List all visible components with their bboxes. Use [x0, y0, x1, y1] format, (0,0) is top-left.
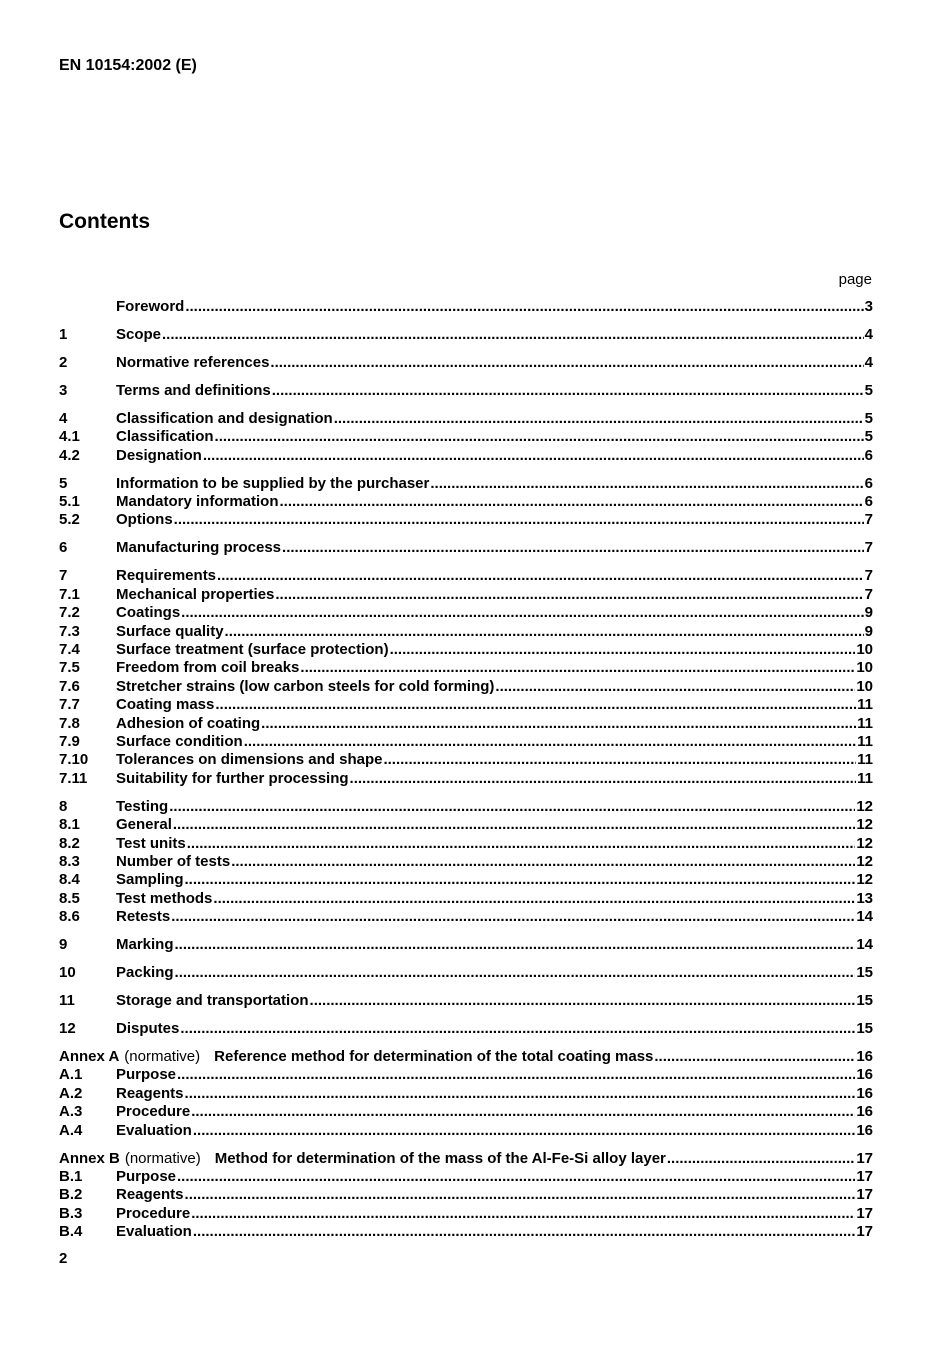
toc-dot-leader — [191, 1103, 855, 1120]
toc-entry-number: 7.8 — [59, 714, 80, 732]
toc-dot-leader — [225, 623, 864, 640]
toc-entry-number: A.1 — [59, 1066, 83, 1084]
toc-dot-leader — [430, 475, 863, 492]
toc-entry-number: B.1 — [59, 1167, 83, 1185]
toc-entry-title: Surface quality — [116, 622, 224, 640]
toc-entry-number: 9 — [59, 936, 68, 954]
toc-entry-page: 9 — [864, 604, 873, 622]
toc-entry-number: 7.9 — [59, 732, 80, 750]
toc-entry-number: 8.1 — [59, 816, 80, 834]
toc-entry[interactable] — [59, 1186, 873, 1204]
toc-entry[interactable] — [59, 871, 873, 889]
toc-entry-title: Purpose — [116, 1066, 177, 1084]
toc-entry[interactable] — [59, 1020, 873, 1038]
toc-dot-leader — [215, 696, 856, 713]
toc-entry[interactable] — [59, 1066, 873, 1084]
toc-entry-number: 8.2 — [59, 834, 80, 852]
toc-entry[interactable] — [59, 1205, 873, 1223]
toc-entry-number: 7.3 — [59, 622, 80, 640]
toc-dot-leader — [185, 1186, 856, 1203]
toc-entry[interactable] — [59, 410, 873, 428]
toc-entry[interactable] — [59, 678, 873, 696]
toc-dot-leader — [272, 382, 864, 399]
toc-entry-page: 6 — [864, 493, 873, 511]
toc-entry-title: Adhesion of coating — [116, 714, 261, 732]
toc-entry-title: Number of tests — [116, 852, 231, 870]
toc-entry-page: 13 — [856, 889, 873, 907]
toc-entry[interactable] — [59, 641, 873, 659]
toc-entry-page: 17 — [856, 1167, 873, 1185]
toc-entry-number: 4.2 — [59, 446, 80, 464]
toc-dot-leader — [177, 1066, 855, 1083]
toc-entry-number: 7.11 — [59, 769, 88, 787]
toc-entry-number: A.3 — [59, 1103, 83, 1121]
toc-entry-number: 7.10 — [59, 751, 89, 769]
toc-entry-number: 7.1 — [59, 585, 80, 603]
toc-entry-title: Mechanical properties — [116, 585, 275, 603]
toc-entry-number: 5 — [59, 474, 68, 492]
toc-entry-title: Test units — [116, 834, 186, 852]
toc-entry-number: B.3 — [59, 1204, 83, 1222]
toc-dot-leader — [310, 992, 856, 1009]
toc-dot-leader — [162, 326, 864, 343]
toc-entry[interactable] — [59, 715, 873, 733]
toc-entry-page: 11 — [857, 732, 873, 750]
toc-entry-title: Reagents — [116, 1186, 184, 1204]
toc-dot-leader — [177, 1168, 855, 1185]
toc-entry-page: 5 — [864, 381, 873, 399]
toc-group — [59, 326, 873, 344]
toc-entry-page: 10 — [856, 677, 873, 695]
toc-entry-number: 4 — [59, 409, 68, 427]
toc-entry[interactable] — [59, 770, 873, 788]
toc-entry-page: 15 — [856, 1020, 873, 1038]
toc-entry-title: Manufacturing process — [116, 539, 282, 557]
toc-dot-leader — [383, 751, 856, 768]
toc-entry-number: 5.2 — [59, 511, 80, 529]
toc-entry-title: Retests — [116, 908, 171, 926]
toc-entry[interactable] — [59, 751, 873, 769]
toc-entry-title: Evaluation — [116, 1121, 192, 1139]
toc-entry-page: 7 — [864, 585, 873, 603]
toc-group — [59, 298, 873, 316]
toc-entry-number: 7.6 — [59, 677, 80, 695]
toc-entry-number: 8 — [59, 797, 68, 815]
toc-entry[interactable] — [59, 475, 873, 493]
toc-entry-page: 11 — [857, 714, 873, 732]
toc-entry-number: Annex A — [59, 1048, 120, 1065]
toc-entry[interactable] — [59, 326, 873, 344]
toc-entry-title: Scope — [116, 325, 162, 343]
toc-entry-page: 16 — [856, 1084, 873, 1102]
toc-dot-leader — [282, 539, 864, 556]
toc-entry-page: 12 — [856, 871, 873, 889]
document-id: EN 10154:2002 (E) — [59, 57, 197, 74]
toc-group — [59, 992, 873, 1010]
toc-group — [59, 567, 873, 788]
toc-entry[interactable] — [59, 798, 873, 816]
toc-entry-page: 9 — [864, 622, 873, 640]
toc-dot-leader — [191, 1205, 855, 1222]
toc-group — [59, 798, 873, 927]
toc-entry-title: Coatings — [116, 604, 181, 622]
toc-entry-title: Reference method for determination of the total coating mass — [214, 1048, 654, 1065]
toc-dot-leader — [244, 733, 856, 750]
toc-entry-page: 5 — [864, 409, 873, 427]
toc-entry[interactable] — [59, 908, 873, 926]
toc-entry-title: Method for determination of the mass of the Al-Fe-Si alloy layer — [214, 1149, 666, 1167]
toc-entry-number: 2 — [59, 353, 68, 371]
toc-entry[interactable] — [59, 890, 873, 908]
toc-entry-title: Foreword — [116, 298, 185, 315]
toc-entry[interactable] — [59, 1150, 873, 1168]
toc-dot-leader — [171, 908, 855, 925]
toc-dot-leader — [203, 447, 864, 464]
toc-entry[interactable] — [59, 992, 873, 1010]
toc-entry-page: 4 — [864, 353, 873, 371]
toc-entry[interactable] — [59, 1103, 873, 1121]
toc-entry-title: Normative references — [116, 353, 270, 371]
toc-entry-page: 7 — [864, 567, 873, 585]
toc-entry-title: Stretcher strains (low carbon steels for cold forming) — [116, 677, 495, 695]
toc-entry-title: Disputes — [116, 1020, 180, 1038]
toc-entry[interactable] — [59, 382, 873, 400]
toc-dot-leader — [334, 410, 864, 427]
toc-dot-leader — [667, 1150, 855, 1167]
toc-entry[interactable] — [59, 623, 873, 641]
toc-entry-number: 7.4 — [59, 641, 80, 659]
toc-entry-title: Packing — [116, 964, 174, 982]
toc-entry-page: 12 — [856, 834, 873, 852]
toc-entry[interactable] — [59, 298, 873, 316]
toc-entry-title: Storage and transportation — [116, 992, 309, 1010]
toc-dot-leader — [350, 770, 857, 787]
toc-entry-number: 1 — [59, 325, 68, 343]
toc-entry[interactable] — [59, 1223, 873, 1241]
toc-entry-page: 17 — [856, 1149, 873, 1167]
toc-entry-page: 3 — [864, 298, 873, 315]
toc-entry-title: Procedure — [116, 1103, 191, 1121]
toc-entry-title: Designation — [116, 446, 202, 464]
toc-entry[interactable] — [59, 539, 873, 557]
toc-entry[interactable] — [59, 1168, 873, 1186]
toc-dot-leader — [175, 964, 856, 981]
toc-group — [59, 1150, 873, 1242]
toc-entry-page: 16 — [856, 1121, 873, 1139]
toc-dot-leader — [280, 493, 864, 510]
toc-group — [59, 1020, 873, 1038]
toc-dot-leader — [261, 715, 856, 732]
toc-entry-number: 5.1 — [59, 493, 80, 511]
toc-entry-page: 7 — [864, 539, 873, 557]
toc-entry-number: A.2 — [59, 1084, 83, 1102]
toc-entry-number: 4.1 — [59, 428, 80, 446]
toc-entry-number: 8.5 — [59, 889, 80, 907]
toc-entry-page: 16 — [856, 1103, 873, 1121]
toc-entry-page: 6 — [864, 474, 873, 492]
toc-entry-page: 17 — [856, 1223, 873, 1241]
toc-entry[interactable] — [59, 428, 873, 446]
toc-entry-number: 3 — [59, 381, 68, 399]
toc-entry-number: 10 — [59, 964, 76, 982]
toc-dot-leader — [275, 586, 863, 603]
toc-group — [59, 539, 873, 557]
toc-entry-number: 8.3 — [59, 852, 80, 870]
toc-dot-leader — [185, 871, 856, 888]
toc-group — [59, 964, 873, 982]
toc-entry[interactable] — [59, 586, 873, 604]
toc-entry[interactable] — [59, 835, 873, 853]
toc-dot-leader — [180, 1020, 855, 1037]
toc-entry-title: Classification — [116, 428, 214, 446]
toc-dot-leader — [169, 798, 855, 815]
toc-entry-page: 15 — [856, 964, 873, 982]
toc-entry-number: 12 — [59, 1020, 76, 1038]
toc-entry-number: B.2 — [59, 1186, 83, 1204]
toc-dot-leader — [181, 604, 863, 621]
toc-entry-title: Information to be supplied by the purchaser — [116, 474, 430, 492]
toc-entry-number: 7.2 — [59, 604, 80, 622]
toc-dot-leader — [193, 1122, 855, 1139]
toc-entry-page: 7 — [864, 511, 873, 529]
toc-entry-annex-type: (normative) — [124, 1149, 201, 1167]
toc-entry-title: Freedom from coil breaks — [116, 659, 300, 677]
toc-dot-leader — [231, 853, 855, 870]
toc-entry[interactable] — [59, 511, 873, 529]
toc-entry-title: Marking — [116, 936, 174, 954]
toc-entry-page: 11 — [857, 751, 873, 769]
toc-entry-page: 12 — [856, 852, 873, 870]
toc-entry-page: 14 — [856, 908, 873, 926]
toc-entry[interactable] — [59, 816, 873, 834]
toc-dot-leader — [654, 1048, 855, 1065]
toc-entry-page: 12 — [856, 816, 873, 834]
toc-entry[interactable] — [59, 493, 873, 511]
toc-entry-page: 5 — [864, 428, 873, 446]
toc-entry-page: 11 — [857, 696, 873, 714]
toc-entry[interactable] — [59, 696, 873, 714]
toc-entry-title: Options — [116, 511, 173, 529]
toc-entry[interactable] — [59, 604, 873, 622]
toc-dot-leader — [215, 428, 864, 445]
toc-entry[interactable] — [59, 964, 873, 982]
toc-entry-annex-type: (normative) — [124, 1048, 201, 1065]
toc-entry-title: Evaluation — [116, 1223, 192, 1241]
toc-entry-title: Coating mass — [116, 696, 215, 714]
toc-entry[interactable] — [59, 1085, 873, 1103]
toc-dot-leader — [390, 641, 856, 658]
toc-entry-page: 16 — [856, 1066, 873, 1084]
toc-dot-leader — [193, 1223, 855, 1240]
toc-dot-leader — [185, 1085, 856, 1102]
table-of-contents — [59, 298, 873, 1251]
toc-entry-title: Reagents — [116, 1084, 184, 1102]
toc-entry-title: Classification and designation — [116, 409, 333, 427]
toc-entry-title: Test methods — [116, 889, 213, 907]
toc-dot-leader — [300, 659, 855, 676]
toc-entry-number: 7.5 — [59, 659, 80, 677]
toc-dot-leader — [173, 816, 855, 833]
toc-entry-number: 8.4 — [59, 871, 80, 889]
page-title: Contents — [59, 210, 150, 233]
toc-entry-number: B.4 — [59, 1223, 83, 1241]
toc-dot-leader — [185, 298, 863, 315]
toc-entry-page: 16 — [856, 1048, 873, 1065]
toc-entry-page: 10 — [856, 659, 873, 677]
toc-entry-page: 6 — [864, 446, 873, 464]
toc-entry-title: Mandatory information — [116, 493, 279, 511]
toc-dot-leader — [175, 936, 856, 953]
page-number: 2 — [59, 1250, 68, 1267]
toc-group — [59, 475, 873, 530]
toc-entry-page: 4 — [864, 325, 873, 343]
toc-dot-leader — [213, 890, 855, 907]
toc-entry[interactable] — [59, 733, 873, 751]
toc-entry-number: 7 — [59, 567, 68, 585]
toc-entry-page: 17 — [856, 1186, 873, 1204]
toc-entry-page: 14 — [856, 936, 873, 954]
toc-entry-number: A.4 — [59, 1121, 83, 1139]
toc-entry-page: 15 — [856, 992, 873, 1010]
toc-group — [59, 936, 873, 954]
toc-entry-title: Testing — [116, 797, 169, 815]
toc-entry-title: Sampling — [116, 871, 184, 889]
toc-entry-number: 11 — [59, 992, 75, 1010]
toc-dot-leader — [187, 835, 856, 852]
toc-entry-page: 17 — [856, 1204, 873, 1222]
page-column-header: page — [838, 271, 872, 288]
toc-dot-leader — [174, 511, 864, 528]
toc-entry-page: 12 — [856, 797, 873, 815]
toc-group — [59, 1048, 873, 1140]
toc-entry-title: Requirements — [116, 567, 217, 585]
toc-group — [59, 354, 873, 372]
toc-entry-title: General — [116, 816, 172, 834]
toc-entry-number: 6 — [59, 539, 68, 557]
toc-entry[interactable] — [59, 659, 873, 677]
toc-entry-title: Suitability for further processing — [116, 769, 349, 787]
toc-entry-title: Procedure — [116, 1204, 191, 1222]
toc-entry[interactable] — [59, 936, 873, 954]
toc-entry[interactable] — [59, 853, 873, 871]
toc-entry-title: Surface condition — [116, 732, 243, 750]
toc-entry[interactable] — [59, 354, 873, 372]
toc-dot-leader — [495, 678, 855, 695]
toc-entry-title: Tolerances on dimensions and shape — [116, 751, 383, 769]
toc-entry-title: Surface treatment (surface protection) — [116, 641, 389, 659]
toc-entry-number: 7.7 — [59, 696, 80, 714]
toc-entry[interactable] — [59, 1122, 873, 1140]
toc-entry-page: 10 — [856, 641, 873, 659]
toc-entry-title: Terms and definitions — [116, 381, 271, 399]
toc-dot-leader — [270, 354, 863, 371]
toc-entry[interactable] — [59, 447, 873, 465]
toc-entry-number: Annex B — [59, 1149, 120, 1167]
toc-group — [59, 382, 873, 400]
toc-entry-page: 11 — [857, 769, 873, 787]
toc-dot-leader — [217, 567, 864, 584]
toc-entry-number: 8.6 — [59, 908, 80, 926]
toc-entry-title: Purpose — [116, 1167, 177, 1185]
toc-entry[interactable] — [59, 567, 873, 585]
toc-entry[interactable] — [59, 1048, 873, 1066]
toc-group — [59, 410, 873, 465]
